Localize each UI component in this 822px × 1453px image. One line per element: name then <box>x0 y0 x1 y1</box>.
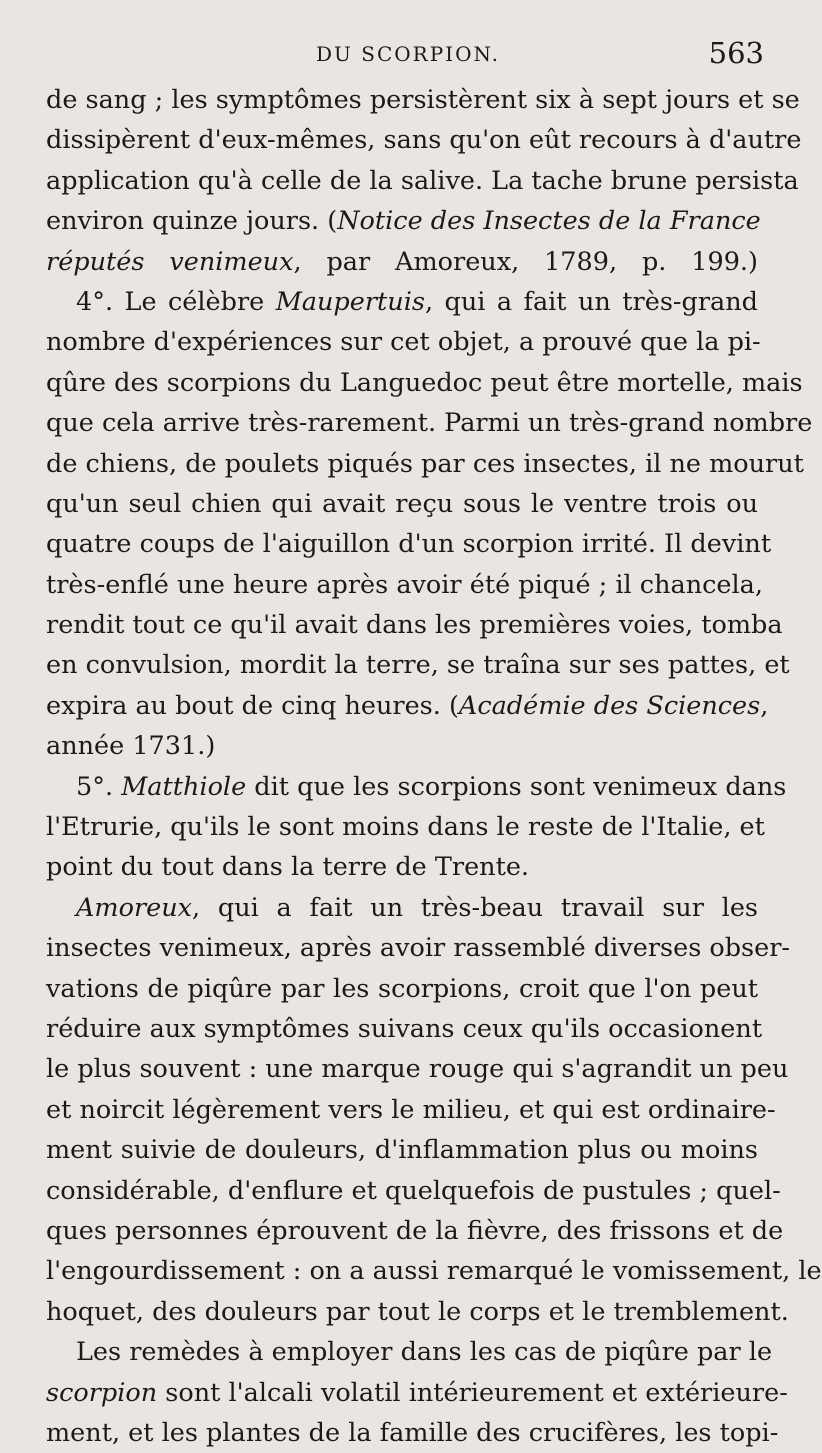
text-segment: le plus souvent : une marque rouge qui s'agrandit un peu <box>46 1054 789 1085</box>
text-segment: que cela arrive très-rarement. Parmi un très-grand nombre <box>46 408 813 439</box>
italic-text: Matthiole <box>121 771 247 802</box>
text-segment: , qui a fait un très-grand <box>424 286 758 317</box>
text-line <box>46 1171 781 1211</box>
text-segment: expira au bout de cinq heures. ( <box>46 690 459 721</box>
italic-text: Maupertuis <box>275 286 425 317</box>
text-line <box>46 80 800 120</box>
text-segment: et noircit légèrement vers le milieu, et qui est ordinaire- <box>46 1094 776 1125</box>
text-line <box>46 888 758 928</box>
text-segment: ment, et les plantes de la famille des crucifères, les topi- <box>46 1417 779 1448</box>
italic-text: réputés venimeux <box>46 246 294 277</box>
text-segment: rendit tout ce qu'il avait dans les premières voies, tomba <box>46 610 783 641</box>
italic-text: Notice des Insectes de la France <box>337 206 761 237</box>
text-segment: vations de piqûre par les scorpions, croit que l'on peut <box>46 973 758 1004</box>
text-line <box>46 1251 822 1291</box>
text-segment: en convulsion, mordit la terre, se traîna sur ses pattes, et <box>46 650 790 681</box>
text-segment: dissipèrent d'eux-mêmes, sans qu'on eût recours à d'autre <box>46 125 802 156</box>
text-segment: nombre d'expériences sur cet objet, a prouvé que la pi- <box>46 327 761 358</box>
italic-text: scorpion <box>46 1377 158 1408</box>
text-segment: qûre des scorpions du Languedoc peut être mortelle, mais <box>46 367 803 398</box>
text-line <box>46 201 761 241</box>
text-segment: de chiens, de poulets piqués par ces insectes, il ne mourut <box>46 448 804 479</box>
text-line <box>46 444 804 484</box>
page-number: 563 <box>708 36 764 70</box>
text-segment: point du tout dans la terre de Trente. <box>46 852 530 883</box>
text-segment: dit que les scorpions sont venimeux dans <box>246 771 787 802</box>
text-segment: , qui a fait un très-beau travail sur les <box>192 892 758 923</box>
body-text <box>46 80 822 1453</box>
text-line <box>46 1292 789 1332</box>
text-line <box>46 969 758 1009</box>
text-line <box>46 686 769 726</box>
text-segment: l'Etrurie, qu'ils le sont moins dans le reste de l'Italie, et <box>46 812 765 843</box>
text-line <box>46 322 761 362</box>
text-segment: considérable, d'enflure et quelquefois de pustules ; quel- <box>46 1175 781 1206</box>
text-line <box>46 1130 758 1170</box>
text-segment: année 1731.) <box>46 731 216 762</box>
text-line <box>46 1413 779 1453</box>
text-line <box>46 928 791 968</box>
text-line <box>46 1332 773 1372</box>
text-segment: qu'un seul chien qui avait reçu sous le ventre trois ou <box>46 488 758 519</box>
text-line <box>46 767 787 807</box>
text-line <box>46 120 802 160</box>
text-line <box>46 484 758 524</box>
running-title: DU SCORPION. <box>316 42 501 66</box>
text-line <box>46 1090 776 1130</box>
text-line <box>46 1211 784 1251</box>
text-segment: environ quinze jours. ( <box>46 206 338 237</box>
text-segment: , <box>760 690 769 721</box>
text-line <box>46 807 765 847</box>
text-segment: très-enflé une heure après avoir été piqué ; il chancela, <box>46 569 763 600</box>
text-line <box>46 403 813 443</box>
text-segment: , par Amoreux, 1789, p. 199.) <box>293 246 758 277</box>
text-line <box>46 847 758 887</box>
text-segment: réduire aux symptômes suivans ceux qu'ils occasionent <box>46 1013 763 1044</box>
text-line <box>46 161 799 201</box>
text-line <box>46 726 758 766</box>
text-line <box>46 1009 763 1049</box>
text-segment: sont l'alcali volatil intérieurement et extérieure- <box>157 1377 788 1408</box>
text-line <box>46 524 772 564</box>
text-segment: application qu'à celle de la salive. La tache brune persista <box>46 165 799 196</box>
text-line <box>46 282 758 322</box>
text-segment: 5°. <box>76 771 122 802</box>
text-segment: de sang ; les symptômes persistèrent six à sept jours et se <box>46 85 800 115</box>
text-segment: ment suivie de douleurs, d'inflammation plus ou moins <box>46 1135 758 1166</box>
text-segment: quatre coups de l'aiguillon d'un scorpion irrité. Il devint <box>46 529 772 560</box>
text-segment: Les remèdes à employer dans les cas de piqûre par le <box>76 1337 773 1368</box>
text-segment: 4°. Le célèbre <box>76 286 276 317</box>
text-line <box>46 605 783 645</box>
text-line <box>46 242 758 282</box>
text-segment: insectes venimeux, après avoir rassemblé diverses obser- <box>46 933 791 964</box>
italic-text: Amoreux <box>76 892 193 923</box>
text-line <box>46 363 803 403</box>
text-line <box>46 565 763 605</box>
text-line <box>46 1049 789 1089</box>
text-segment: ques personnes éprouvent de la fièvre, des frissons et de <box>46 1215 784 1246</box>
text-line <box>46 645 790 685</box>
italic-text: Académie des Sciences <box>458 690 761 721</box>
text-line <box>46 1373 788 1413</box>
page-header <box>0 36 800 76</box>
text-segment: l'engourdissement : on a aussi remarqué le vomissement, le <box>46 1256 822 1287</box>
text-segment: hoquet, des douleurs par tout le corps et le tremblement. <box>46 1296 789 1327</box>
